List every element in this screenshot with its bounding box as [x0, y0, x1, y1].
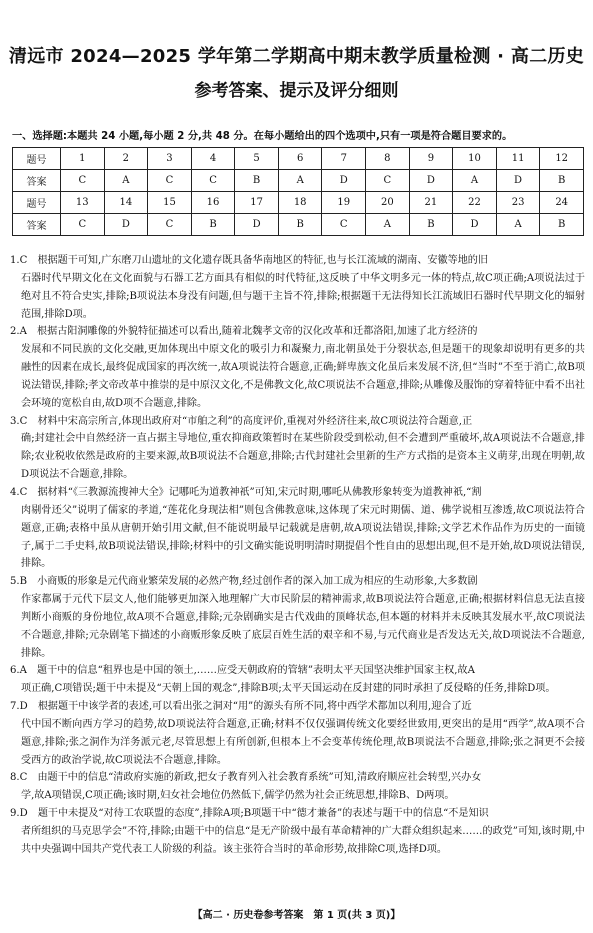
answer-cell: B	[235, 170, 279, 192]
question-number-cell: 14	[104, 192, 148, 214]
section-heading: 一、选择题:本题共 24 小题,每小题 2 分,共 48 分。在每小题给出的四个选项中,只有一项是符合题目要求的。	[12, 131, 513, 142]
answer-row	[13, 214, 584, 236]
explanation-continuation: 石器时代早期文化在文化面貌与石器工艺方面具有相似的时代特征,这反映了中华文明多元一体的特点,故C项正确;A项说法过于绝对且不符合史实,排除;B项说法本身没有问题,但与题干主旨不符,排除;根据题干无法得知长江流域旧石器时代早期文化的辐射范围,排除D项。	[21, 272, 585, 320]
explanation-item	[10, 323, 585, 412]
question-number-cell: 4	[191, 148, 235, 170]
question-number-cell: 23	[496, 192, 540, 214]
answer-cell: D	[453, 214, 497, 236]
answer-cell: C	[148, 214, 192, 236]
explanation-continuation: 学,故A项错误,C项正确;该时期,妇女社会地位仍然低下,儒学仍然为社会正统思想,排除B、D两项。	[21, 790, 455, 802]
page-footer: 【高二 · 历史卷参考答案 第 1 页(共 3 页)】	[192, 910, 401, 921]
question-number-cell: 16	[191, 192, 235, 214]
explanation-continuation: 者所组织的马克思学会”不符,排除;由题干中的信息“是无产阶级中最有革命精神的广大群众组织起来……的政党”可知,该时期,中共中央强调中国共产党代表工人阶级的利益。该主张符合当时的革命形势,故排除C项,选择D项。	[21, 826, 585, 855]
explanation-first-line: 1.C 根据题干可知,广东磨刀山遗址的文化遗存既具备华南地区的特征,也与长江流域的湖南、安徽等地的旧	[10, 255, 488, 266]
answer-cell: A	[104, 170, 148, 192]
answer-cell: B	[191, 214, 235, 236]
explanation-item	[10, 698, 585, 769]
answer-cell: B	[278, 214, 322, 236]
question-number-cell: 3	[148, 148, 192, 170]
row-label: 答案	[13, 214, 61, 236]
question-number-cell: 9	[409, 148, 453, 170]
question-number-cell: 19	[322, 192, 366, 214]
answer-cell: B	[540, 170, 584, 192]
answer-cell: C	[61, 214, 105, 236]
question-number-cell: 18	[278, 192, 322, 214]
answer-cell: D	[235, 214, 279, 236]
answer-cell: C	[191, 170, 235, 192]
answer-cell: D	[409, 170, 453, 192]
explanation-item	[10, 805, 585, 859]
question-number-cell: 6	[278, 148, 322, 170]
answer-table	[12, 147, 584, 236]
question-number-cell: 1	[61, 148, 105, 170]
question-number-cell: 13	[61, 192, 105, 214]
explanation-continuation: 确;封建社会中自然经济一直占据主导地位,重农抑商政策暂时在某些阶段受到松动,但不会遭到严重破坏,故A项说法不合题意,排除;农业税收依然是政府的主要来源,故B项说法不合题意,排除;古代封建社会里新的生产方式指的是资本主义萌芽,出现在明朝,故D项说法不合题意,排除。	[21, 433, 585, 481]
explanation-continuation: 肉剔骨还父”说明了儒家的孝道,“莲花化身现法相”则包含佛教意味,这体现了宋元时期儒、道、佛学说相互渗透,故C项说法符合题意,正确;表格中虽从唐朝开始引用文献,但不能说明最早记载就是唐朝,故A项说法错误,排除;文学艺术作品作为历史的一面镜子,属于二手史料,故B项说法错误,排除;材料中的引文确实能说明明清时期提倡个性自由的思想出现,但不是开始,故D项说法错误,排除。	[21, 504, 585, 570]
question-number-cell: 24	[540, 192, 584, 214]
explanation-item	[10, 252, 585, 323]
document-title: 清远市 2024—2025 学年第二学期高中期末教学质量检测 · 高二历史	[8, 46, 585, 67]
question-number-cell: 10	[453, 148, 497, 170]
explanation-first-line: 5.B 小商贩的形象是元代商业繁荣发展的必然产物,经过创作者的深入加工成为相应的生动形象,大多数剧	[10, 576, 478, 588]
answer-cell: C	[148, 170, 192, 192]
question-number-row	[13, 148, 584, 170]
answer-cell: D	[104, 214, 148, 236]
explanation-first-line: 6.A 题干中的信息“租界也是中国的领土,……应受天朝政府的管辖”表明太平天国坚决维护国家主权,故A	[10, 665, 475, 677]
question-number-cell: 7	[322, 148, 366, 170]
explanation-first-line: 7.D 根据题干中该学者的表述,可以看出张之洞对“用”的源头有所不同,将中西学术都加以利用,迎合了近	[10, 701, 472, 713]
answer-cell: C	[366, 170, 410, 192]
answer-cell: D	[322, 170, 366, 192]
question-number-cell: 5	[235, 148, 279, 170]
explanation-item	[10, 413, 585, 484]
explanation-continuation: 代中国不断向西方学习的趋势,故D项说法符合题意,正确;材料不仅仅强调传统文化要经世致用,更突出的是用“西学”,故A项不合题意,排除;张之洞作为洋务派元老,尽管思想上有所创新,但根本上不会变革传统伦理,故B项说法不合题意,排除;张之洞更不会接受西方的政治学说,故C项说法不合题意,排除。	[21, 718, 585, 766]
question-number-cell: 17	[235, 192, 279, 214]
explanation-item	[10, 484, 585, 573]
question-number-cell: 21	[409, 192, 453, 214]
question-number-cell: 8	[366, 148, 410, 170]
question-number-cell: 2	[104, 148, 148, 170]
explanation-continuation: 作家都属于元代下层文人,他们能够更加深入地理解广大市民阶层的精神需求,故B项说法符合题意,正确;根据材料信息无法直接判断小商贩的身份地位,故A项不合题意,排除;元杂剧确实是古代戏曲的顶峰状态,但本题的材料并未反映其发展水平,故C项说法不合题意,排除;元杂剧笔下描述的小商贩形象反映了底层百姓生活的艰辛和不易,与元代商业是否发达无关,故D项说法不合题意,排除。	[21, 594, 585, 659]
explanation-item	[10, 769, 585, 805]
answer-cell: B	[540, 214, 584, 236]
answer-cell: A	[453, 170, 497, 192]
answer-cell: C	[322, 214, 366, 236]
document-subtitle: 参考答案、提示及评分细则	[194, 81, 399, 101]
row-label: 题号	[13, 192, 61, 214]
explanation-first-line: 2.A 根据古阳洞雕像的外貌特征描述可以看出,随着北魏孝文帝的汉化改革和迁都洛阳,加速了北方经济的	[10, 326, 478, 338]
question-number-cell: 11	[496, 148, 540, 170]
explanation-item	[10, 573, 585, 662]
explanation-continuation: 项正确,C项错误;题干中未提及“天朝上国的观念”,排除B项;太平天国运动在反封建的同时承担了反侵略的任务,排除D项。	[21, 683, 556, 695]
explanation-first-line: 8.C 由题干中的信息“清政府实施的新政,把女子教育列入社会教育系统”可知,清政府顺应社会转型,兴办女	[10, 772, 482, 784]
explanation-continuation: 发展和不同民族的文化交融,更加体现出中原文化的吸引力和凝聚力,南北朝虽处于分裂状态,但是题干的现象却说明有更多的共融性的因素在成长,最终促成国家的再次统一,故A项说法符合题意,正确;鲜卑族文化虽后来发展不济,但“当时”不至于消亡,故B项说法错误,排除;孝文帝改革中推崇的是中原汉文化,不是佛教文化,故C项说法不合题意,排除;从雕像及服饰的穿着特征中看不出社会环境的宽松自由,故D项不合题意,排除。	[21, 344, 585, 409]
answer-cell: A	[366, 214, 410, 236]
row-label: 答案	[13, 170, 61, 192]
answer-cell: C	[61, 170, 105, 192]
question-number-cell: 20	[366, 192, 410, 214]
answer-cell: B	[409, 214, 453, 236]
question-number-cell: 12	[540, 148, 584, 170]
row-label: 题号	[13, 148, 61, 170]
explanations	[10, 252, 585, 859]
question-number-cell: 22	[453, 192, 497, 214]
explanation-item	[10, 662, 585, 698]
explanation-first-line: 9.D 题干中未提及“对待工农联盟的态度”,排除A项;B项题干中“德才兼备”的表述与题干中的信息“不是知识	[10, 808, 489, 820]
explanation-first-line: 4.C 据材料“《三教源流搜神大全》记哪吒为道教神祇”可知,宋元时期,哪吒从佛教形象转变为道教神祇,“割	[10, 486, 482, 498]
answer-cell: A	[496, 214, 540, 236]
answer-cell: D	[496, 170, 540, 192]
question-number-row	[13, 192, 584, 214]
explanation-first-line: 3.C 材料中宋高宗所言,体现出政府对“市舶之利”的高度评价,重视对外经济往来,故C项说法符合题意,正	[10, 415, 473, 427]
question-number-cell: 15	[148, 192, 192, 214]
answer-cell: A	[278, 170, 322, 192]
answer-row	[13, 170, 584, 192]
